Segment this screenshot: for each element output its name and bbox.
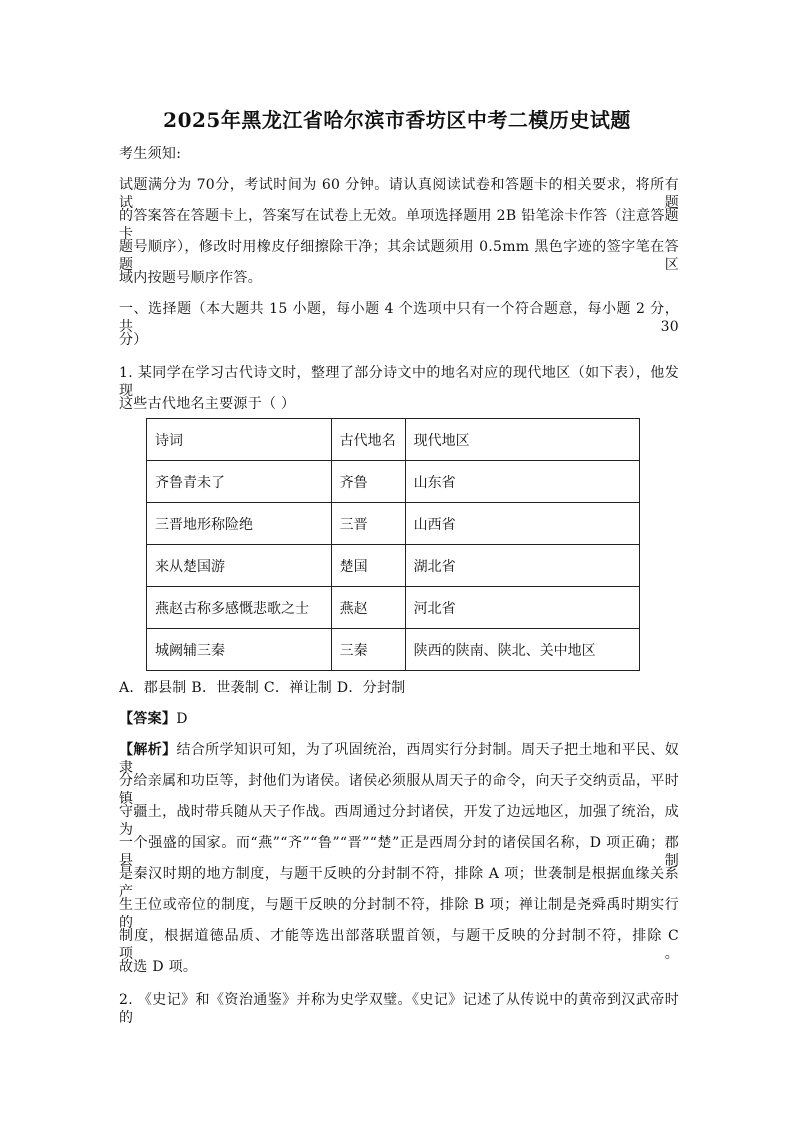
analysis-line: 一个强盛的国家。而“燕”“齐”“鲁”“晋”“楚”正是西周分封的诸侯国名称，D 项正确；郡县制 — [119, 835, 679, 869]
table-cell: 三秦 — [331, 629, 405, 671]
table-cell: 齐鲁青未了 — [147, 461, 332, 503]
table-cell: 三晋 — [331, 503, 405, 545]
notice-heading: 考生须知: — [119, 146, 182, 162]
analysis-line: 生王位或帝位的制度，与题干反映的分封制不符，排除 B 项；禅让制是尧舜禹时期实行的 — [119, 897, 679, 931]
notice-line: 试题满分为 70分，考试时间为 60 分钟。请认真阅读试卷和答题卡的相关要求，将所有试题 — [119, 177, 679, 211]
section-heading-line: 分） — [119, 332, 148, 348]
table-cell: 楚国 — [331, 545, 405, 587]
table-cell: 山东省 — [405, 461, 639, 503]
section-heading-line: 一、选择题（本大题共 15 小题，每小题 4 个选项中只有一个符合题意，每小题 2 分，共 30 — [119, 301, 679, 335]
analysis-line: 分给亲属和功臣等，封他们为诸侯。诸侯必须服从周天子的命令，向天子交纳贡品，平时镇 — [119, 773, 679, 807]
table-row — [147, 545, 640, 587]
question-1-options: A．郡县制 B．世袭制 C．禅让制 D．分封制 — [119, 680, 406, 696]
analysis-line: 是秦汉时期的地方制度，与题干反映的分封制不符，排除 A 项；世袭制是根据血缘关系产 — [119, 866, 679, 900]
table-cell: 燕赵 — [331, 587, 405, 629]
table-cell: 燕赵古称多感慨悲歌之士 — [147, 587, 332, 629]
page-title: 2025年黑龙江省哈尔滨市香坊区中考二模历史试题 — [163, 108, 631, 132]
table-cell: 湖北省 — [405, 545, 639, 587]
answer-line — [119, 710, 679, 728]
answer-label: 【答案】 — [119, 711, 177, 727]
table-cell: 陕西的陕南、陕北、关中地区 — [405, 629, 639, 671]
question-1-stem: 这些古代地名主要源于（ ） — [119, 396, 296, 412]
table-header-cell: 诗词 — [147, 419, 332, 461]
question-1-stem: 1. 某同学在学习古代诗文时，整理了部分诗文中的地名对应的现代地区（如下表），他发现 — [119, 365, 679, 399]
table-row — [147, 587, 640, 629]
table-cell: 来从楚国游 — [147, 545, 332, 587]
notice-line: 题号顺序），修改时用橡皮仔细擦除干净；其余试题须用 0.5mm 黑色字迹的签字笔在答题区 — [119, 239, 679, 273]
analysis-line: 守疆土，战时带兵随从天子作战。西周通过分封诸侯，开发了边远地区，加强了统治，成为 — [119, 804, 679, 838]
table-header-cell: 古代地名 — [331, 419, 405, 461]
table-header-row — [147, 419, 640, 461]
table-row — [147, 629, 640, 671]
place-name-table — [146, 418, 640, 671]
analysis-line: 制度，根据道德品质、才能等选出部落联盟首领，与题干反映的分封制不符，排除 C 项。 — [119, 928, 679, 962]
analysis-text: 结合所学知识可知，为了巩固统治，西周实行分封制。周天子把土地和平民、奴隶 — [119, 742, 680, 776]
table-header-cell: 现代地区 — [405, 419, 639, 461]
analysis-line: 故选 D 项。 — [119, 959, 198, 975]
notice-line: 的答案答在答题卡上，答案写在试卷上无效。单项选择题用 2B 铅笔涂卡作答（注意答题卡 — [119, 208, 679, 242]
table-cell: 三晋地形称险绝 — [147, 503, 332, 545]
table-cell: 河北省 — [405, 587, 639, 629]
table-row — [147, 503, 640, 545]
table-cell: 山西省 — [405, 503, 639, 545]
table-row — [147, 461, 640, 503]
table-cell: 城阙辅三秦 — [147, 629, 332, 671]
table-cell: 齐鲁 — [331, 461, 405, 503]
analysis-label: 【解析】 — [119, 742, 177, 758]
answer-value: D — [176, 711, 188, 727]
question-2-stem: 2. 《史记》和《资治通鉴》并称为史学双璧。《史记》记述了从传说中的黄帝到汉武帝时的 — [119, 992, 679, 1026]
notice-line: 域内按题号顺序作答。 — [119, 270, 262, 286]
